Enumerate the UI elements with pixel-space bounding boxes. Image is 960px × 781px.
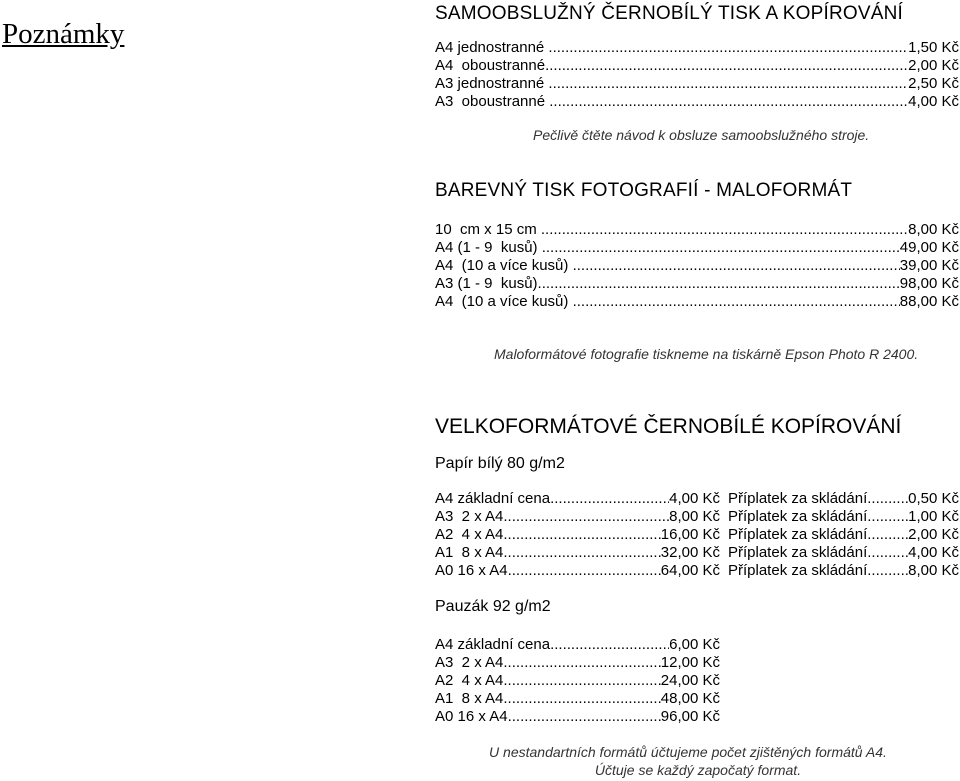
item-price: 2,50 Kč xyxy=(908,75,959,92)
price-row xyxy=(435,75,959,93)
item-label: 10 cm x 15 cm xyxy=(435,221,541,238)
surcharge-label: Příplatek za skládání xyxy=(728,490,868,507)
item-label: A3 (1 - 9 kusů) xyxy=(435,275,538,292)
price-row xyxy=(435,508,720,526)
item-price: 8,00 Kč xyxy=(669,508,720,525)
item-price: 39,00 Kč xyxy=(899,257,959,274)
surcharge-row xyxy=(728,526,959,544)
item-label: A4 základní cena xyxy=(435,490,551,507)
large-format-heading: VELKOFORMÁTOVÉ ČERNOBÍLÉ KOPÍROVÁNÍ xyxy=(435,415,902,438)
item-price: 2,00 Kč xyxy=(908,57,959,74)
surcharge-label: Příplatek za skládání xyxy=(728,526,868,543)
price-row xyxy=(435,39,959,57)
surcharge-row xyxy=(728,490,959,508)
item-price: 32,00 Kč xyxy=(660,544,720,561)
tracing-paper-title: Pauzák 92 g/m2 xyxy=(435,598,551,615)
surcharge-label: Příplatek za skládání xyxy=(728,508,868,525)
surcharge-price: 1,00 Kč xyxy=(908,508,959,525)
price-row xyxy=(435,57,959,75)
item-label: A3 2 x A4 xyxy=(435,508,504,525)
item-label: A2 4 x A4 xyxy=(435,526,504,543)
footer-note-2: Účtuje se každý započatý format. xyxy=(594,762,802,778)
surcharge-price: 8,00 Kč xyxy=(908,562,959,579)
item-price: 16,00 Kč xyxy=(660,526,720,543)
price-row xyxy=(435,275,959,293)
item-price: 96,00 Kč xyxy=(660,708,720,725)
item-label: A4 (10 a více kusů) xyxy=(435,257,573,274)
price-row xyxy=(435,690,720,708)
item-label: A3 oboustranné xyxy=(435,93,550,110)
footer-note-1: U nestandartních formátů účtujeme počet zjištěných formátů A4. xyxy=(489,744,887,760)
item-price: 64,00 Kč xyxy=(660,562,720,579)
surcharge-label: Příplatek za skládání xyxy=(728,544,868,561)
color-print-heading: BAREVNÝ TISK FOTOGRAFIÍ - MALOFORMÁT xyxy=(435,180,853,201)
item-price: 8,00 Kč xyxy=(908,221,959,238)
item-label: A4 jednostranné xyxy=(435,39,549,56)
item-price: 49,00 Kč xyxy=(899,239,959,256)
surcharge-row xyxy=(728,544,959,562)
price-row xyxy=(435,636,720,654)
surcharge-price: 0,50 Kč xyxy=(908,490,959,507)
price-row xyxy=(435,654,720,672)
item-price: 88,00 Kč xyxy=(899,293,959,310)
price-row xyxy=(435,672,720,690)
surcharge-label: Příplatek za skládání xyxy=(728,562,868,579)
surcharge-price: 4,00 Kč xyxy=(908,544,959,561)
price-row xyxy=(435,708,720,726)
item-price: 4,00 Kč xyxy=(908,93,959,110)
page-side-title: Poznámky xyxy=(2,18,125,50)
price-row xyxy=(435,544,720,562)
bw-print-heading: SAMOOBSLUŽNÝ ČERNOBÍLÝ TISK A KOPÍROVÁNÍ xyxy=(435,3,903,24)
item-label: A4 oboustranné xyxy=(435,57,546,74)
color-print-note: Maloformátové fotografie tiskneme na tiskárně Epson Photo R 2400. xyxy=(494,346,919,362)
item-label: A1 8 x A4 xyxy=(435,544,504,561)
item-price: 12,00 Kč xyxy=(660,654,720,671)
surcharge-row xyxy=(728,508,959,526)
item-label: A3 2 x A4 xyxy=(435,654,504,671)
item-label: A4 (1 - 9 kusů) xyxy=(435,239,542,256)
item-label: A3 jednostranné xyxy=(435,75,549,92)
item-label: A4 základní cena xyxy=(435,636,551,653)
price-row xyxy=(435,257,959,275)
price-row xyxy=(435,239,959,257)
item-price: 6,00 Kč xyxy=(669,636,720,653)
white-paper-title: Papír bílý 80 g/m2 xyxy=(435,455,565,472)
item-label: A0 16 x A4 xyxy=(435,562,508,579)
item-label: A1 8 x A4 xyxy=(435,690,504,707)
surcharge-price: 2,00 Kč xyxy=(908,526,959,543)
price-row xyxy=(435,221,959,239)
item-price: 1,50 Kč xyxy=(908,39,959,56)
price-row xyxy=(435,526,720,544)
surcharge-row xyxy=(728,562,959,580)
item-price: 98,00 Kč xyxy=(899,275,959,292)
item-label: A4 (10 a více kusů) xyxy=(435,293,573,310)
bw-print-note: Pečlivě čtěte návod k obsluze samoobslužného stroje. xyxy=(533,127,870,143)
price-row xyxy=(435,490,720,508)
price-row xyxy=(435,562,720,580)
item-price: 4,00 Kč xyxy=(669,490,720,507)
item-price: 48,00 Kč xyxy=(660,690,720,707)
item-label: A0 16 x A4 xyxy=(435,708,508,725)
price-row xyxy=(435,293,959,311)
item-price: 24,00 Kč xyxy=(660,672,720,689)
price-row xyxy=(435,93,959,111)
item-label: A2 4 x A4 xyxy=(435,672,504,689)
